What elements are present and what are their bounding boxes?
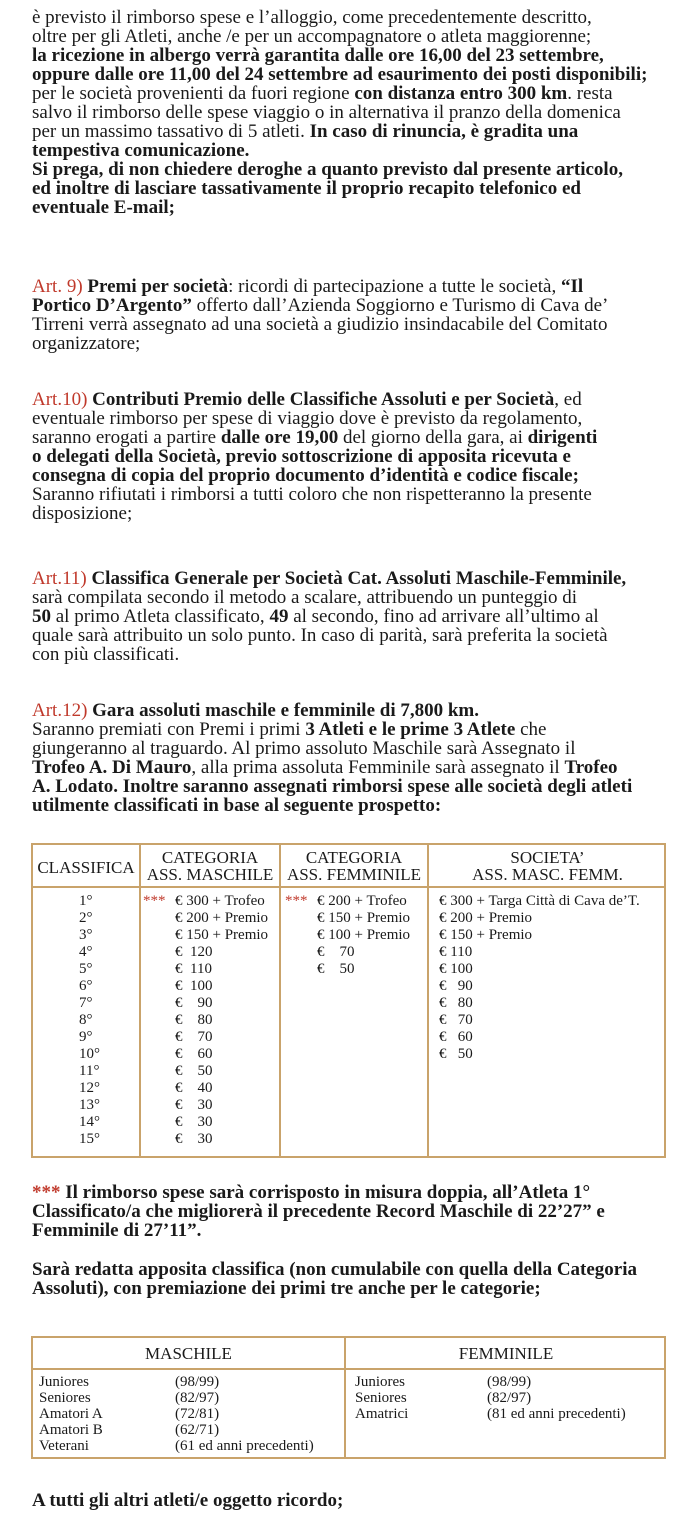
text-span: , alla prima assoluta Femminile sarà assegnato il <box>191 757 565 778</box>
societa-column: € 300 + Targa Città di Cava de’T. € 200 + Premio € 150 + Premio € 110 € 100 € 90 € 80 € 70 € 60 € 50 <box>439 893 640 1062</box>
header-classifica: CLASSIFICA <box>37 858 135 877</box>
article-number: Art. 9) <box>32 276 83 297</box>
text-line: organizzatore; <box>32 333 141 354</box>
header-maschile <box>141 849 279 883</box>
text-span: Trofeo <box>564 757 618 778</box>
table-divider <box>33 1368 664 1370</box>
header-femminile: FEMMINILE <box>458 1344 554 1363</box>
text-line: utilmente classificati in base al seguente prospetto: <box>32 795 442 816</box>
text-line: con più classificati. <box>32 644 180 665</box>
text-line: giungeranno al traguardo. Al primo assoluto Maschile sarà Assegnato il <box>32 738 576 759</box>
text-line: Tirreni verrà assegnato ad una società a giudizio insindacabile del Comitato <box>32 314 608 335</box>
text-span: : ricordi di partecipazione a tutte le società, <box>228 276 561 297</box>
text-span: dalle ore 19,00 <box>220 427 339 448</box>
text-line <box>32 84 666 103</box>
text-span: al secondo, fino ad arrivare all’ultimo al <box>288 606 599 627</box>
text-span: per un massimo tassativo di 5 atleti. <box>32 121 310 142</box>
record-marker: *** <box>32 1182 61 1203</box>
text-span: Trofeo A. Di Mauro <box>32 757 192 778</box>
text-span: 50 <box>32 606 51 627</box>
header-line: SOCIETA’ <box>510 848 585 867</box>
table-divider <box>139 845 141 1156</box>
femminile-categories: Juniores Seniores Amatrici <box>355 1374 409 1422</box>
text-line: quale sarà attribuito un solo punto. In caso di parità, sarà preferita la società <box>32 625 608 646</box>
text-span: , ed <box>554 389 582 410</box>
text-line: Femminile di 27’11”. <box>32 1220 202 1241</box>
text-line: oltre per gli Atleti, anche /e per un accompagnatore o atleta maggiorenne; <box>32 26 592 47</box>
header-maschile: MASCHILE <box>145 1344 232 1363</box>
text-line: Classificato/a che migliorerà il precedente Record Maschile di 22’27” e <box>32 1201 605 1222</box>
text-line: Si prega, di non chiedere deroghe a quanto previsto dal presente articolo, <box>32 159 623 180</box>
header-femminile <box>281 849 427 883</box>
text-span: “Il <box>561 276 584 297</box>
text-line: sarà compilata secondo il metodo a scalare, attribuendo un punteggio di <box>32 587 578 608</box>
text-line <box>32 1183 666 1202</box>
record-note <box>32 1183 666 1240</box>
text-line <box>32 428 666 447</box>
femminile-years: (98/99) (82/97) (81 ed anni precedenti) <box>487 1374 626 1422</box>
rank-column: 1° 2° 3° 4° 5° 6° 7° 8° 9° 10° 11° 12° 13° 14° 15° <box>79 893 100 1147</box>
article-title: Classifica Generale per Società Cat. Assoluti Maschile-Femminile, <box>91 568 627 589</box>
text-line <box>32 277 666 296</box>
text-line <box>32 569 666 588</box>
table-divider <box>427 845 429 1156</box>
text-line: Sarà redatta apposita classifica (non cumulabile con quella della Categoria <box>32 1259 638 1280</box>
text-line: A. Lodato. Inoltre saranno assegnati rimborsi spese alle società degli atleti <box>32 776 633 797</box>
text-line <box>32 720 666 739</box>
text-span: Il rimborso spese sarà corrisposto in misura doppia, all’Atleta 1° <box>60 1182 591 1203</box>
article-12 <box>32 701 666 815</box>
article-number: Art.10) <box>32 389 88 410</box>
text-span: 3 Atleti e le prime 3 Atlete <box>305 719 516 740</box>
header-line: ASS. FEMMINILE <box>286 865 422 884</box>
closing-line: A tutti gli altri atleti/e oggetto ricordo; <box>32 1490 344 1511</box>
categories-paragraph <box>32 1260 666 1298</box>
text-line: ed inoltre di lasciare tassativamente il proprio recapito telefonico ed <box>32 178 581 199</box>
text-span: saranno erogati a partire <box>32 427 221 448</box>
maschile-categories: Juniores Seniores Amatori A Amatori B Veterani <box>39 1374 103 1454</box>
article-10 <box>32 390 666 523</box>
text-line: eventuale E-mail; <box>32 197 176 218</box>
text-line <box>32 296 666 315</box>
record-marker: *** <box>143 893 166 909</box>
header-line: ASS. MASC. FEMM. <box>472 865 623 884</box>
text-span: dirigenti <box>527 427 598 448</box>
article-title: Gara assoluti maschile e femminile di 7,800 km. <box>92 700 479 721</box>
text-span: che <box>515 719 547 740</box>
text-span: Portico D’Argento” <box>32 295 192 316</box>
table-divider <box>33 886 664 888</box>
text-span: . resta <box>567 83 613 104</box>
text-line <box>32 607 666 626</box>
text-line: oppure dalle ore 11,00 del 24 settembre ad esaurimento dei posti disponibili; <box>32 64 648 85</box>
header-societa <box>429 849 666 883</box>
text-span: In caso di rinuncia, è gradita una <box>309 121 579 142</box>
header-line: CATEGORIA <box>161 848 259 867</box>
text-line <box>32 122 666 141</box>
text-span: del giorno della gara, ai <box>338 427 528 448</box>
text-span: Saranno premiati con Premi i primi <box>32 719 306 740</box>
maschile-years: (98/99) (82/97) (72/81) (62/71) (61 ed anni precedenti) <box>175 1374 314 1454</box>
article-title: Contributi Premio delle Classifiche Assoluti e per Società <box>92 389 555 410</box>
femminile-column: € 200 + Trofeo € 150 + Premio € 100 + Premio € 70 € 50 <box>317 893 411 977</box>
text-line: o delegati della Società, previo sottoscrizione di apposita ricevuta e <box>32 446 571 467</box>
text-span: con distanza entro 300 km <box>354 83 568 104</box>
text-line <box>32 758 666 777</box>
text-span: offerto dall’Azienda Soggiorno e Turismo di Cava de’ <box>191 295 609 316</box>
text-line: è previsto il rimborso spese e l’alloggio, come precedentemente descritto, <box>32 7 592 28</box>
text-span: per le società provenienti da fuori regione <box>32 83 355 104</box>
text-line: Saranno rifiutati i rimborsi a tutti coloro che non rispetteranno la presente <box>32 484 592 505</box>
text-span: al primo Atleta classificato, <box>51 606 270 627</box>
text-line: la ricezione in albergo verrà garantita dalle ore 16,00 del 23 settembre, <box>32 45 604 66</box>
header-line: CATEGORIA <box>305 848 403 867</box>
text-line <box>32 390 666 409</box>
text-line: salvo il rimborso delle spese viaggio o in alternativa il pranzo della domenica <box>32 102 621 123</box>
text-line: consegna di copia del proprio documento d’identità e codice fiscale; <box>32 465 579 486</box>
article-number: Art.11) <box>32 568 87 589</box>
text-line: Assoluti), con premiazione dei primi tre anche per le categorie; <box>32 1278 541 1299</box>
text-line: tempestiva comunicazione. <box>32 140 250 161</box>
text-span: 49 <box>269 606 289 627</box>
table-divider <box>279 845 281 1156</box>
intro-paragraph <box>32 8 666 217</box>
record-marker: *** <box>285 893 308 909</box>
header-line: ASS. MASCHILE <box>146 865 274 884</box>
maschile-column: € 300 + Trofeo € 200 + Premio € 150 + Premio € 120 € 110 € 100 € 90 € 80 € 70 € 60 € 50 € 40 € 30 € 30 € 30 <box>175 893 269 1147</box>
prize-table <box>31 843 666 1158</box>
article-11 <box>32 569 666 664</box>
category-table <box>31 1336 666 1459</box>
article-number: Art.12) <box>32 700 88 721</box>
article-title: Premi per società <box>87 276 229 297</box>
text-line: disposizione; <box>32 503 133 524</box>
article-9 <box>32 277 666 353</box>
text-line <box>32 701 666 720</box>
text-line: eventuale rimborso per spese di viaggio dove è previsto da regolamento, <box>32 408 583 429</box>
